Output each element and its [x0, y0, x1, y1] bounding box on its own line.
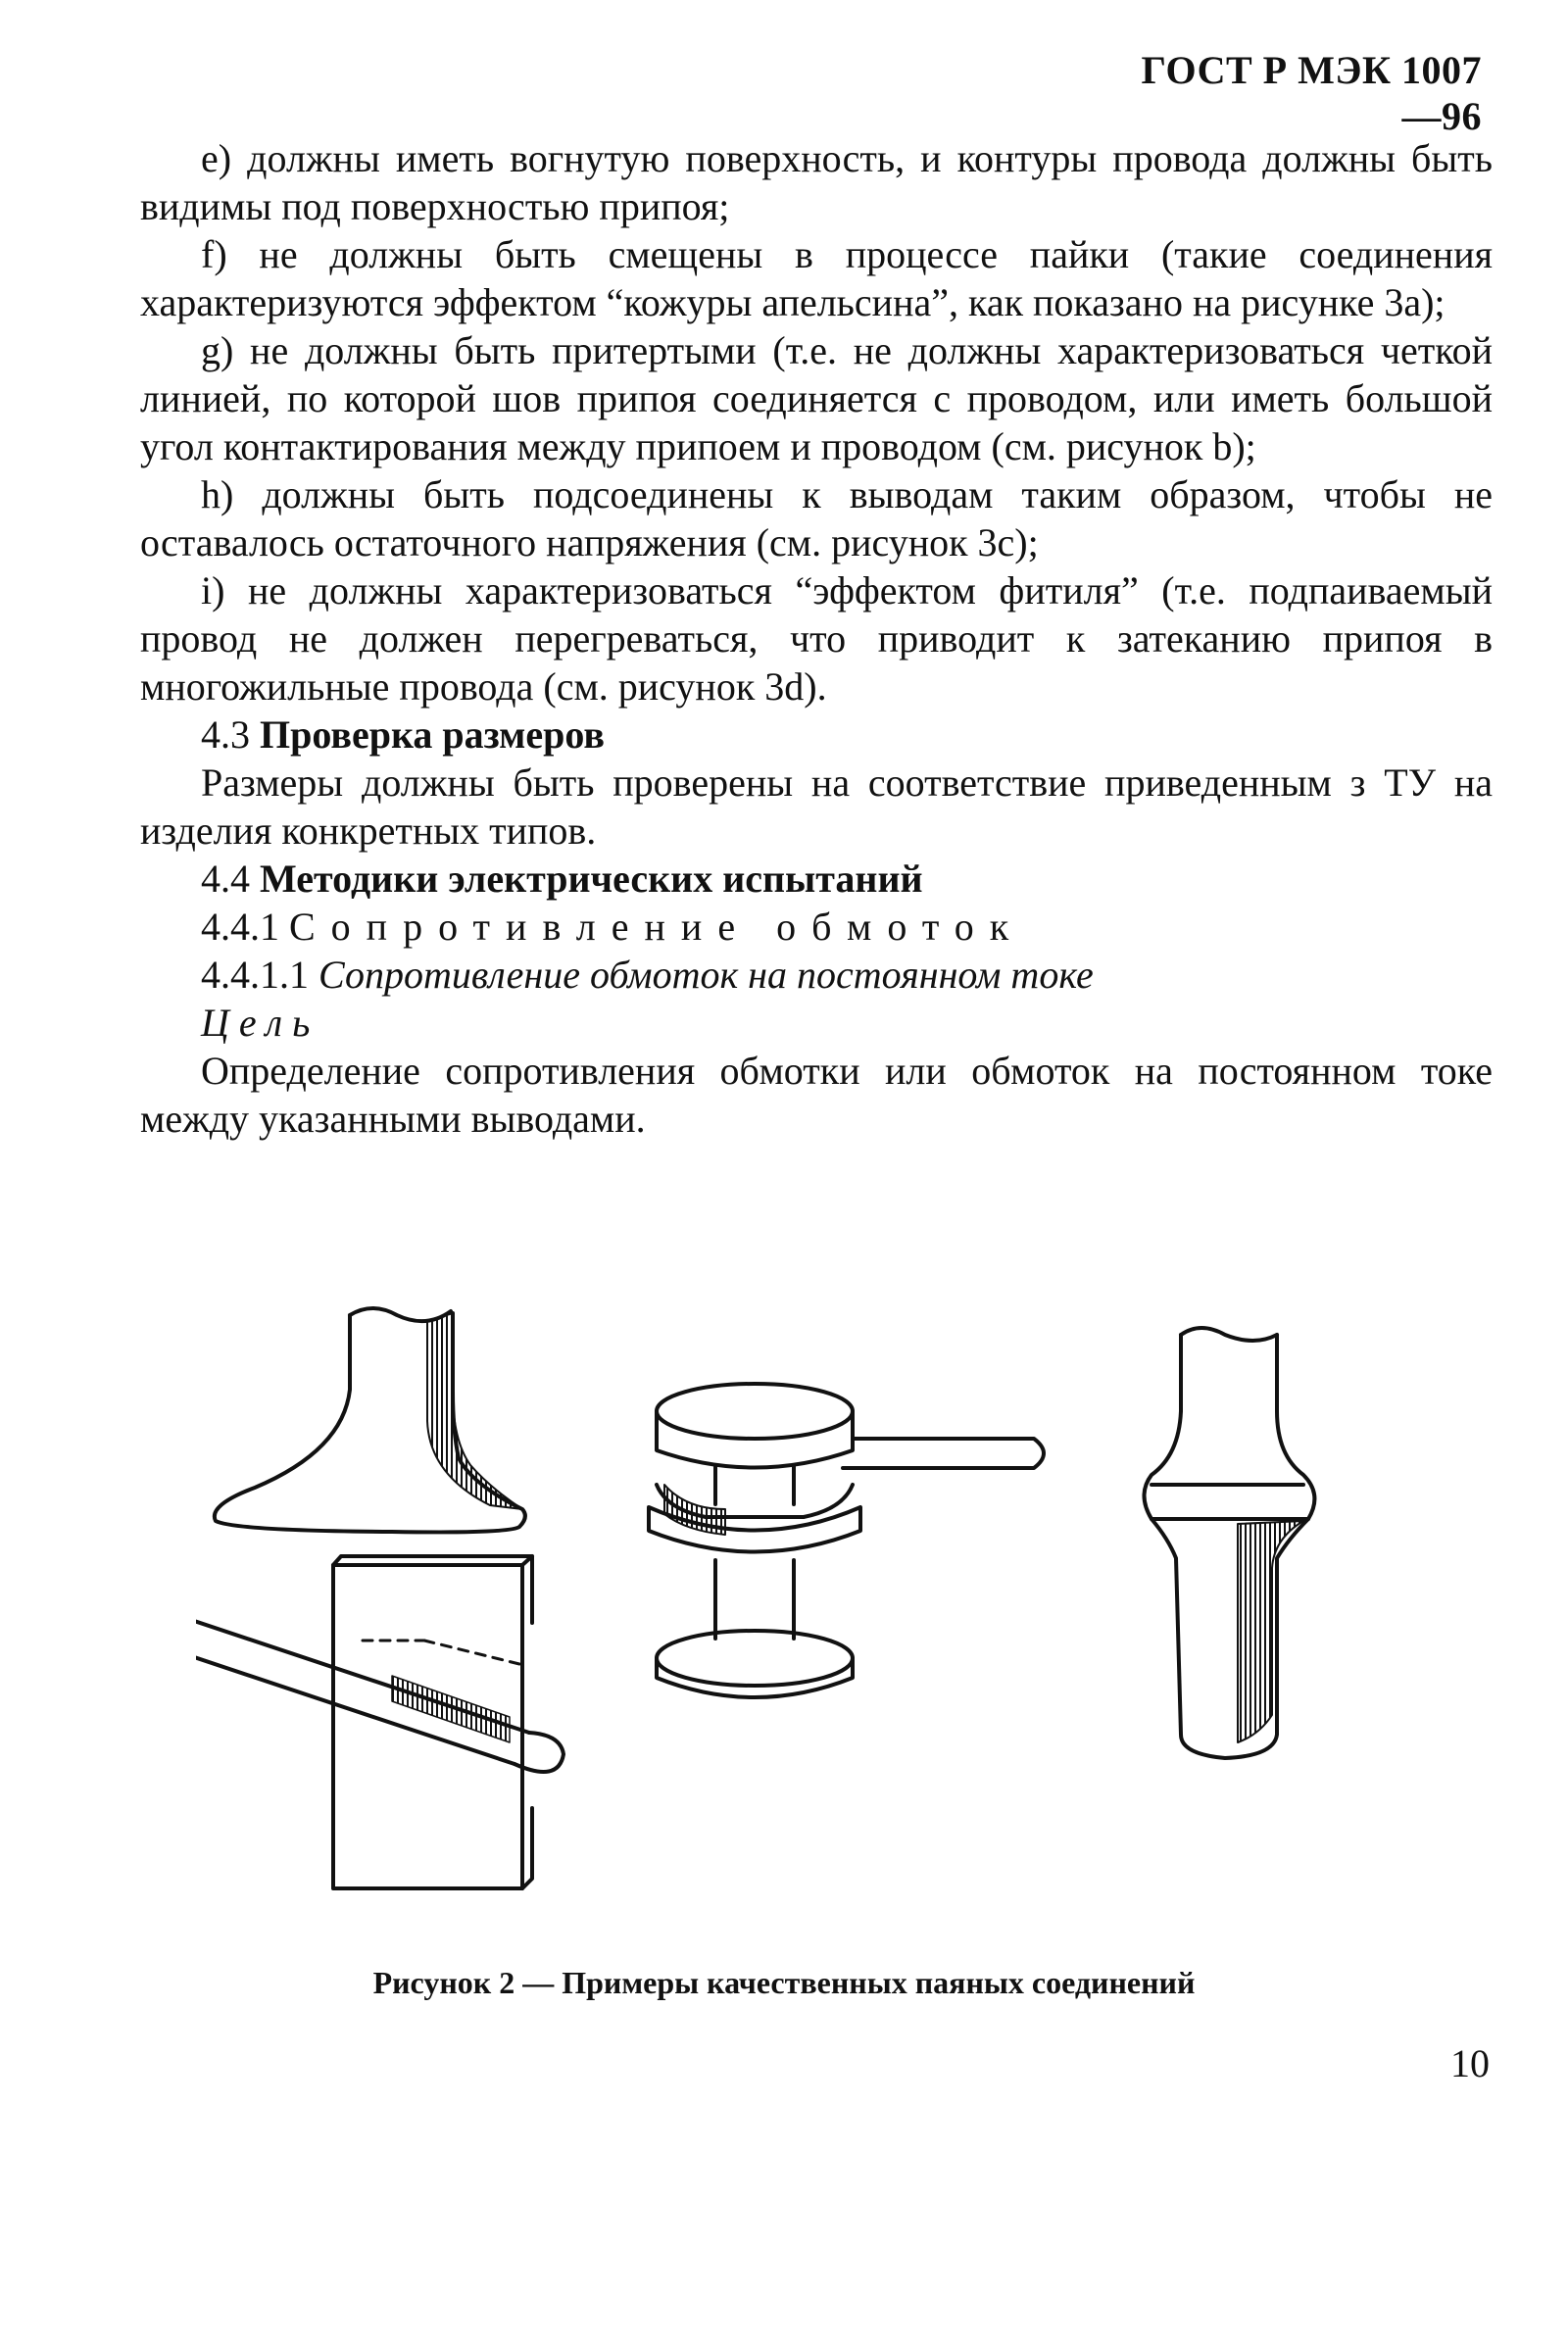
page-number: 10 [1450, 2041, 1490, 2085]
section-4-3-text: Размеры должны быть проверены на соответствие приведенным з ТУ на изделия конкретных типов. [140, 760, 1493, 853]
section-4-4-1-1-heading [140, 951, 1493, 999]
solder-joint-figure [196, 1274, 1421, 1911]
paragraph-f: f) не должны быть смещены в процессе пайки (такие соединения характеризуются эффектом “кожуры апельсина”, как показано на рисунке 3a); [140, 232, 1493, 324]
paragraph-i: i) не должны характеризоваться “эффектом фитиля” (т.е. подпаиваемый провод не должен перегреваться, что приводит к затеканию припоя в многожильные провода (см. рисунок 3d). [140, 568, 1493, 709]
cylinder-terminal-drawing [649, 1384, 1044, 1697]
paragraph-h: h) должны быть подсоединены к выводам таким образом, чтобы не оставалось остаточного напряжения (см. рисунок 3c); [140, 472, 1493, 564]
concave-fillet-drawing [215, 1308, 525, 1532]
section-4-3-heading [140, 710, 1493, 759]
section-number: 4.3 [201, 712, 250, 757]
figure-caption: Рисунок 2 — Примеры качественных паяных соединений [372, 1965, 1196, 2000]
section-number: 4.4.1 [201, 905, 279, 949]
section-number: 4.4.1.1 [201, 953, 309, 997]
document-body [140, 134, 1493, 1143]
section-title: Методики электрических испытаний [260, 857, 923, 901]
purpose-heading: Цель [201, 1001, 320, 1045]
paragraph-g: g) не должны быть притертыми (т.е. не должны характеризоваться четкой линией, по которой шов припоя соединяется с проводом, или иметь большой угол контактирования между припоем и проводом (см. рисунок b); [140, 328, 1493, 468]
wire-collar-drawing [1145, 1328, 1315, 1758]
document-header: ГОСТ Р МЭК 1007—96 [1141, 48, 1482, 138]
section-4-4-heading [140, 855, 1493, 903]
section-number: 4.4 [201, 857, 250, 901]
wire-on-tab-drawing [196, 1556, 564, 1888]
purpose-text: Определение сопротивления обмотки или обмоток на постоянном токе между указанными выводами. [140, 1049, 1493, 1141]
section-4-4-1-heading [140, 903, 1493, 951]
section-title: Проверка размеров [260, 712, 606, 757]
paragraph-e: e) должны иметь вогнутую поверхность, и контуры провода должны быть видимы под поверхностью припоя; [140, 136, 1493, 228]
section-title: Сопротивление обмоток [289, 905, 1025, 949]
section-title: Сопротивление обмоток на постоянном токе [318, 953, 1094, 997]
